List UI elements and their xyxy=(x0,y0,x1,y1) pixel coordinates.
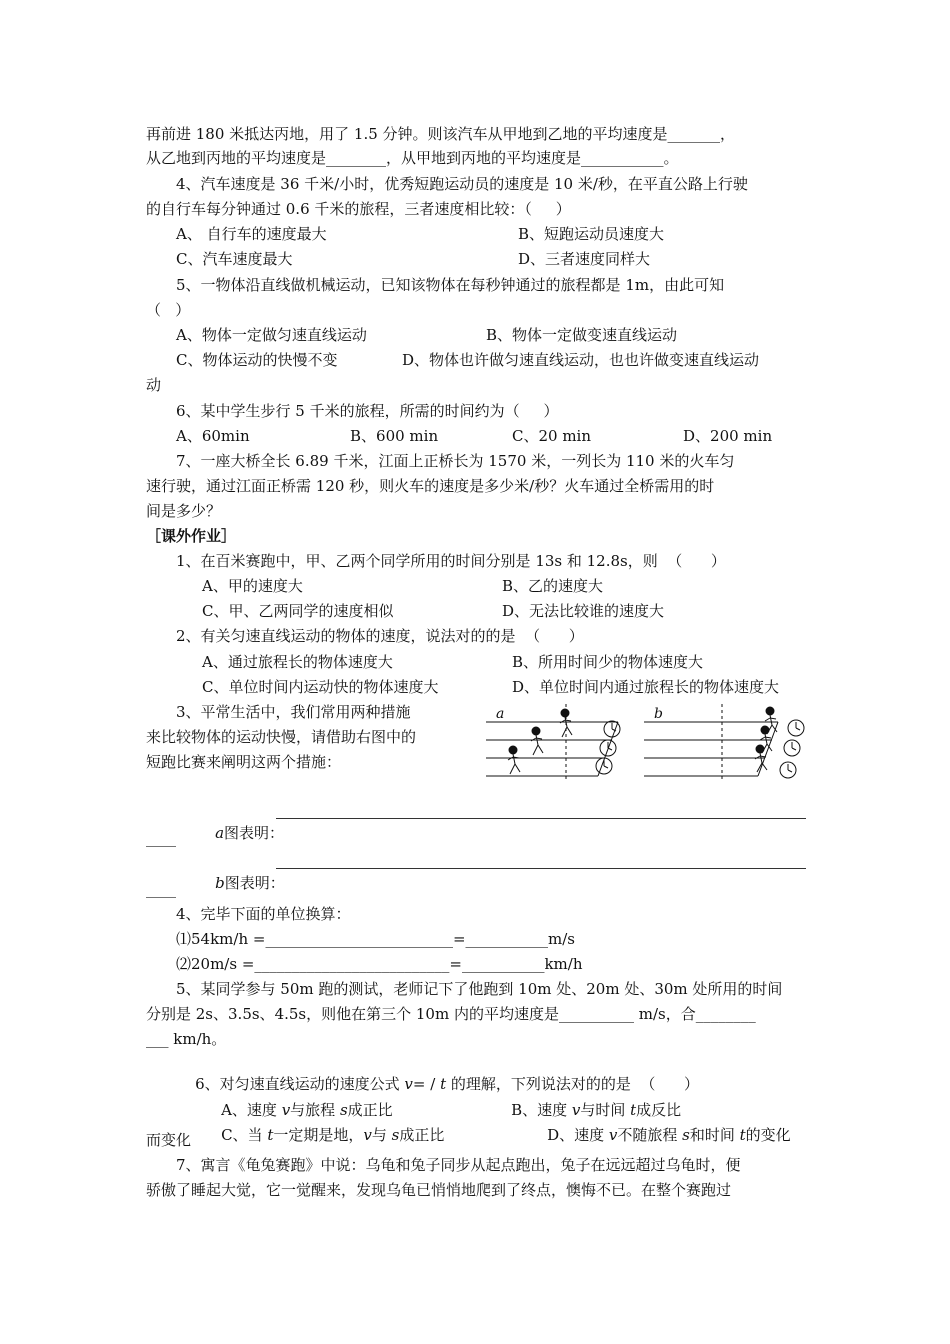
option-c: C、甲、乙两同学的速度相似 xyxy=(202,602,394,620)
option-text: 一定期是地， xyxy=(273,1126,364,1144)
text-line: 来比较物体的运动快慢，请借助右图中的 xyxy=(146,728,417,746)
option-text: 成正比 xyxy=(347,1101,393,1119)
var-v: v xyxy=(281,1101,291,1119)
text-line: 间是多少？ xyxy=(146,502,222,520)
option-text: 与旅程 xyxy=(290,1101,340,1119)
homework-3: 3、平常生活中，我们常用两种措施 xyxy=(176,703,411,721)
figure-label-b: b xyxy=(654,706,663,722)
runner-icon xyxy=(560,709,572,737)
option-b: B、600 min xyxy=(350,427,439,445)
answer-b-blank[interactable] xyxy=(276,868,806,869)
runner-icon xyxy=(508,746,520,774)
q6-var-v: v xyxy=(404,1075,413,1093)
homework-6 xyxy=(176,1054,700,1093)
option-text: 的变化 xyxy=(745,1126,791,1144)
question-7: 7、一座大桥全长 6.89 千米，江面上正桥长为 1570 米，一列长为 110 米的火车匀 xyxy=(176,452,735,470)
text-line: 而变化 xyxy=(146,1131,192,1149)
option-text: A、速度 xyxy=(221,1101,282,1119)
option-text: C、当 xyxy=(221,1126,268,1144)
var-v: v xyxy=(571,1101,581,1119)
var-t: t xyxy=(630,1101,637,1119)
conversion-1: ⑴54km/h =_________________________=___________m/s xyxy=(176,930,575,948)
figure-a-letter: a xyxy=(215,824,225,842)
q6-var-t: t xyxy=(440,1075,447,1093)
option-a: A、60min xyxy=(176,427,250,445)
option-d: D、200 min xyxy=(683,427,773,445)
option-d: D、物体也许做匀速直线运动，也也许做变速直线运动 xyxy=(402,351,760,369)
option-b: B、所用时间少的物体速度大 xyxy=(512,653,704,671)
option-c xyxy=(202,1105,445,1144)
option-a: A、甲的速度大 xyxy=(202,577,303,595)
answer-a-blank-tail: ____ xyxy=(146,829,176,847)
question-4: 4、汽车速度是 36 千米/小时，优秀短跑运动员的速度是 10 米/秒，在平直公路上行驶 xyxy=(176,175,748,193)
option-c: C、汽车速度最大 xyxy=(176,250,293,268)
stopwatch-icon xyxy=(788,720,804,736)
figure-b-letter: b xyxy=(215,874,225,892)
var-t: t xyxy=(739,1126,746,1144)
var-v: v xyxy=(608,1126,618,1144)
figure-label-a: a xyxy=(496,706,505,722)
option-text: 与 xyxy=(371,1126,392,1144)
stopwatch-icon xyxy=(784,740,800,756)
option-text: B、速度 xyxy=(511,1101,572,1119)
option-d: D、无法比较谁的速度大 xyxy=(502,602,665,620)
option-c: C、单位时间内运动快的物体速度大 xyxy=(202,678,439,696)
option-a xyxy=(202,1080,393,1119)
stopwatch-icon xyxy=(596,758,612,774)
text-line: ___ km/h。 xyxy=(146,1030,227,1048)
stopwatch-icon xyxy=(780,762,796,778)
homework-4: 4、完毕下面的单位换算： xyxy=(176,905,351,923)
option-a: A、通过旅程长的物体速度大 xyxy=(202,653,393,671)
answer-b-blank-tail: ____ xyxy=(146,880,176,898)
q6-text: 6、对匀速直线运动的速度公式 xyxy=(195,1075,405,1093)
option-text: 不随旅程 xyxy=(617,1126,683,1144)
homework-5: 5、某同学参与 50m 跑的测试，老师记下了他跑到 10m 处、20m 处、30m 处所用的时间 xyxy=(176,980,783,998)
stopwatch-icon xyxy=(604,721,620,737)
var-t: t xyxy=(267,1126,274,1144)
option-b: B、物体一定做变速直线运动 xyxy=(486,326,678,344)
text-line: 速行驶，通过江面正桥需 120 秒，则火车的速度是多少米/秒？火车通过全桥需用的时 xyxy=(146,477,715,495)
option-a: A、 自行车的速度最大 xyxy=(176,225,327,243)
runner-icon xyxy=(531,727,543,755)
answer-a-label xyxy=(196,803,285,842)
section-heading: ［课外作业］ xyxy=(146,527,237,545)
text-line: 从乙地到丙地的平均速度是________，从甲地到丙地的平均速度是___________。 xyxy=(146,149,679,167)
option-b: B、短跑运动员速度大 xyxy=(518,225,665,243)
answer-a-text: 图表明： xyxy=(224,824,285,842)
option-text: 和时间 xyxy=(689,1126,740,1144)
homework-2: 2、有关匀速直线运动的物体的速度，说法对的的是 （ ） xyxy=(176,627,584,645)
text-line: 动 xyxy=(146,376,162,394)
option-b: B、乙的速度大 xyxy=(502,577,604,595)
stopwatch-icon xyxy=(600,740,616,756)
option-text: 成正比 xyxy=(399,1126,445,1144)
var-s: s xyxy=(339,1101,348,1119)
option-c: C、20 min xyxy=(512,427,592,445)
homework-1: 1、在百米赛跑中，甲、乙两个同学所用的时间分别是 13s 和 12.8s，则 （ ） xyxy=(176,552,726,570)
answer-b-text: 图表明： xyxy=(224,874,285,892)
text-line: （ ） xyxy=(146,301,191,319)
option-d: D、单位时间内通过旅程长的物体速度大 xyxy=(512,678,780,696)
question-6: 6、某中学生步行 5 千米的旅程，所需的时间约为（ ） xyxy=(176,402,559,420)
option-text: 成反比 xyxy=(636,1101,682,1119)
question-5: 5、一物体沿直线做机械运动，已知该物体在每秒钟通过的旅程都是 1m，由此可知 xyxy=(176,276,725,294)
text-line: 分别是 2s、3.5s、4.5s，则他在第三个 10m 内的平均速度是__________ m/s，合________ xyxy=(146,1005,756,1023)
var-v: v xyxy=(363,1126,372,1144)
text-line: 的自行车每分钟通过 0.6 千米的旅程，三者速度相比较：（ ） xyxy=(146,200,571,218)
option-a: A、物体一定做匀速直线运动 xyxy=(176,326,367,344)
homework-7: 7、寓言《龟兔赛跑》中说：乌龟和兔子同步从起点跑出，兔子在远远超过乌龟时，便 xyxy=(176,1156,741,1174)
conversion-2: ⑵20m/s =__________________________=___________km/h xyxy=(176,955,583,973)
var-s: s xyxy=(682,1126,690,1144)
answer-b-label xyxy=(196,853,285,892)
var-s: s xyxy=(391,1126,400,1144)
option-b xyxy=(492,1080,682,1119)
option-text: 与时间 xyxy=(580,1101,631,1119)
option-c: C、物体运动的快慢不变 xyxy=(176,351,338,369)
q6-text: = / xyxy=(412,1075,441,1093)
text-line: 短跑比赛来阐明这两个措施： xyxy=(146,753,342,771)
q6-text: 的理解，下列说法对的的是 （ ） xyxy=(446,1075,700,1093)
text-line: 骄傲了睡起大觉，它一觉醒来，发现乌龟已悄悄地爬到了终点，懊悔不已。在整个赛跑过 xyxy=(146,1181,732,1199)
option-d xyxy=(528,1105,791,1144)
text-line: 再前进 180 米抵达丙地，用了 1.5 分钟。则该汽车从甲地到乙地的平均速度是_______， xyxy=(146,125,736,143)
option-text: D、速度 xyxy=(547,1126,609,1144)
sprint-race-figure xyxy=(478,700,810,786)
option-d: D、三者速度同样大 xyxy=(518,250,651,268)
answer-a-blank[interactable] xyxy=(276,818,806,819)
